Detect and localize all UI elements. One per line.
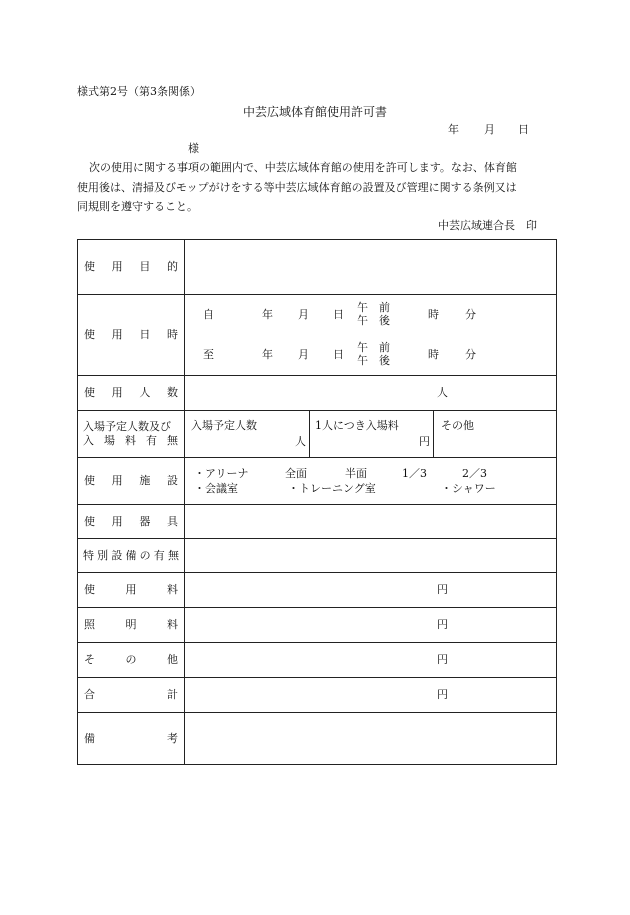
usage-fee-yen: 円	[437, 583, 448, 596]
lighting-fee-field[interactable]	[185, 608, 557, 643]
lighting-fee-yen: 円	[437, 618, 448, 631]
facility-full[interactable]: 全面	[285, 467, 307, 480]
form-number: 様式第2号（第3条関係）	[77, 85, 201, 98]
label-equipment-text: 使 用 器 具	[84, 514, 178, 528]
equipment-field[interactable]	[185, 505, 557, 539]
recipient-suffix: 様	[188, 142, 199, 155]
label-special-equipment	[78, 539, 185, 573]
body-text-line-2: 使用後は、清掃及びモップがけをする等中芸広域体育館の設置及び管理に関する条例又は	[77, 181, 517, 194]
purpose-field[interactable]	[185, 240, 557, 295]
date-day-label: 日	[518, 123, 529, 136]
other-fee-field[interactable]	[185, 643, 557, 678]
to-minute: 分	[465, 348, 476, 361]
permit-form-table	[77, 239, 557, 765]
label-usage-fee-text: 使 用 料	[84, 583, 178, 597]
body-text-line-1: 次の使用に関する事項の範囲内で、中芸広域体育館の使用を許可します。なお、体育館	[89, 161, 517, 174]
to-pm: 午 後	[357, 354, 390, 367]
row-lighting-fee	[78, 608, 557, 643]
total-field[interactable]	[185, 678, 557, 713]
facility-meeting-room[interactable]: ・会議室	[194, 482, 238, 495]
label-people-text: 使 用 人 数	[84, 386, 178, 400]
label-admission	[78, 411, 185, 458]
from-pm: 午 後	[357, 314, 390, 327]
label-other-fee	[78, 643, 185, 678]
facility-field	[185, 458, 557, 505]
from-month: 月	[298, 308, 309, 321]
total-yen: 円	[437, 688, 448, 701]
to-month: 月	[298, 348, 309, 361]
to-day: 日	[333, 348, 344, 361]
other-fee-yen: 円	[437, 653, 448, 666]
row-other-fee	[78, 643, 557, 678]
issuer-seal: 中芸広域連合長 印	[438, 219, 537, 232]
label-purpose	[78, 240, 185, 295]
label-admission-text: 入場予定人数及び 入 場 料 有 無	[83, 420, 178, 447]
label-lighting-fee	[78, 608, 185, 643]
row-equipment	[78, 505, 557, 539]
admission-count-unit: 人	[295, 435, 306, 448]
admission-other-label: その他	[441, 419, 474, 432]
from-day: 日	[333, 308, 344, 321]
to-hour: 時	[428, 348, 439, 361]
special-equipment-field[interactable]	[185, 539, 557, 573]
facility-half[interactable]: 半面	[345, 467, 367, 480]
label-total	[78, 678, 185, 713]
to-year: 年	[262, 348, 273, 361]
from-label: 自	[203, 308, 214, 321]
label-remarks-text: 備 考	[84, 731, 178, 745]
to-label: 至	[203, 348, 214, 361]
document-title: 中芸広域体育館使用許可書	[243, 105, 388, 119]
label-total-text: 合 計	[84, 688, 178, 702]
label-usage-fee	[78, 573, 185, 608]
label-purpose-text: 使 用 目 的	[84, 260, 178, 274]
label-other-fee-text: そ の 他	[84, 653, 178, 667]
from-am: 午 前	[357, 301, 390, 314]
to-am: 午 前	[357, 341, 390, 354]
label-remarks	[78, 713, 185, 765]
row-remarks	[78, 713, 557, 765]
date-month-label: 月	[484, 123, 495, 136]
row-special-equipment	[78, 539, 557, 573]
from-year: 年	[262, 308, 273, 321]
facility-arena[interactable]: ・アリーナ	[194, 467, 249, 480]
facility-third[interactable]: 1／3	[402, 467, 427, 480]
admission-field	[185, 411, 557, 458]
datetime-field[interactable]	[185, 295, 557, 376]
row-datetime	[78, 295, 557, 376]
facility-training-room[interactable]: ・トレーニング室	[288, 482, 376, 495]
row-usage-fee	[78, 573, 557, 608]
label-datetime-text: 使 用 日 時	[84, 328, 178, 342]
row-people	[78, 376, 557, 411]
remarks-field[interactable]	[185, 713, 557, 765]
from-minute: 分	[465, 308, 476, 321]
people-unit: 人	[437, 386, 448, 399]
people-field[interactable]	[185, 376, 557, 411]
label-people	[78, 376, 185, 411]
admission-fee-unit: 円	[419, 435, 430, 448]
row-total	[78, 678, 557, 713]
facility-two-third[interactable]: 2／3	[462, 467, 487, 480]
label-special-equipment-text: 特 別 設 備 の 有 無	[83, 548, 179, 562]
from-hour: 時	[428, 308, 439, 321]
label-datetime	[78, 295, 185, 376]
label-lighting-fee-text: 照 明 料	[84, 618, 178, 632]
row-purpose	[78, 240, 557, 295]
label-facility	[78, 458, 185, 505]
label-equipment	[78, 505, 185, 539]
admission-fee-cell[interactable]	[309, 411, 434, 457]
body-text-line-3: 同規則を遵守すること。	[77, 200, 198, 213]
usage-fee-field[interactable]	[185, 573, 557, 608]
admission-count-cell[interactable]	[185, 411, 310, 457]
facility-shower[interactable]: ・シャワー	[441, 482, 496, 495]
admission-count-label: 入場予定人数	[191, 419, 257, 432]
date-year-label: 年	[448, 123, 459, 136]
row-admission	[78, 411, 557, 458]
row-facility	[78, 458, 557, 505]
label-facility-text: 使 用 施 設	[84, 474, 178, 488]
admission-fee-label: 1人につき入場料	[315, 419, 399, 432]
